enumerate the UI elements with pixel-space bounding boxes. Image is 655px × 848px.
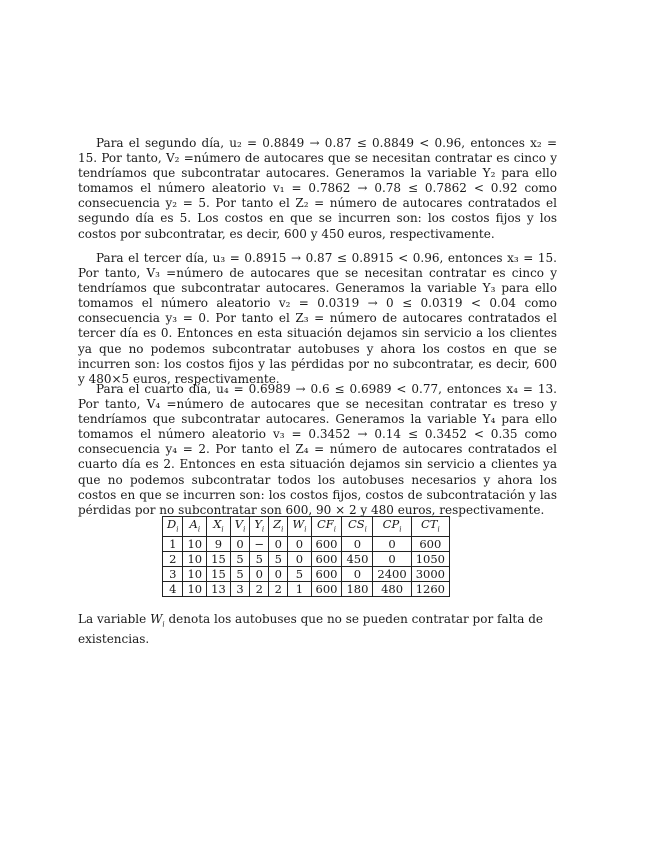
- simulation-table: [162, 516, 450, 597]
- table-cell: 0: [250, 567, 269, 582]
- header-w: $W_i$: [288, 517, 311, 537]
- header-a: $A_i$: [183, 517, 207, 537]
- table-cell: 10: [183, 582, 207, 597]
- table-cell: 3000: [411, 567, 449, 582]
- header-ct: $CT_i$: [411, 517, 449, 537]
- results-table: [162, 516, 450, 597]
- table-cell: 5: [230, 567, 250, 582]
- table-cell: 1: [163, 537, 183, 552]
- table-cell: 0: [230, 537, 250, 552]
- header-cs: $CS_i$: [342, 517, 373, 537]
- table-cell: 600: [311, 537, 342, 552]
- table-cell: 5: [250, 552, 269, 567]
- table-cell: 600: [311, 567, 342, 582]
- table-row: [163, 537, 450, 552]
- table-cell: 4: [163, 582, 183, 597]
- header-cp: $CP_i$: [373, 517, 411, 537]
- table-cell: 1: [288, 582, 311, 597]
- table-cell: 10: [183, 537, 207, 552]
- table-row: [163, 567, 450, 582]
- table-cell: 2400: [373, 567, 411, 582]
- header-d: $D_i$: [163, 517, 183, 537]
- paragraph-dia-4: Para el cuarto día, u₄ = 0.6989 → 0.6 ≤ 0.6989 < 0.77, entonces x₄ = 13. Por tanto, V₄ =número de autocares que se necesitan contratar es treso y tendríamos que subcontratar autocares. Generamos la variable Y₄ para ello tomamos el número aleatorio v₃ = 0.3452 → 0.14 ≤ 0.3452 < 0.35 como consecuencia y₄ = 2. Por tanto el Z₄ = número de autocares contratados el cuarto día es 2. Entonces en esta situación dejamos sin servicio a clientes ya que no podemos subcontratar todos los autobuses necesarios y ahora los costos en que se incurren son: los costos fijos, costos de subcontratación y las pérdidas por no subcontratar son 600, 90 × 2 y 480 euros, respectivamente.: [78, 382, 557, 517]
- table-cell: 180: [342, 582, 373, 597]
- table-cell: 5: [230, 552, 250, 567]
- table-cell: 0: [373, 552, 411, 567]
- header-cf: $CF_i$: [311, 517, 342, 537]
- table-cell: 5: [288, 567, 311, 582]
- table-cell: 480: [373, 582, 411, 597]
- table-cell: 1050: [411, 552, 449, 567]
- table-cell: 0: [342, 537, 373, 552]
- table-cell: 10: [183, 567, 207, 582]
- table-cell: 10: [183, 552, 207, 567]
- table-cell: 0: [288, 537, 311, 552]
- table-cell: 9: [207, 537, 231, 552]
- header-v: $V_i$: [230, 517, 250, 537]
- table-row: [163, 582, 450, 597]
- table-cell: 0: [342, 567, 373, 582]
- table-cell: 0: [269, 567, 288, 582]
- table-cell: 13: [207, 582, 231, 597]
- header-x: $X_i$: [207, 517, 231, 537]
- header-y: $Y_i$: [250, 517, 269, 537]
- table-cell: 600: [311, 552, 342, 567]
- table-cell: 15: [207, 567, 231, 582]
- table-cell: 3: [230, 582, 250, 597]
- table-cell: 0: [373, 537, 411, 552]
- paragraph-dia-2: Para el segundo día, u₂ = 0.8849 → 0.87 ≤ 0.8849 < 0.96, entonces x₂ = 15. Por tanto, V₂ =número de autocares que se necesitan contratar es cinco y tendríamos que subcontratar autocares. Generamos la variable Y₂ para ello tomamos el número aleatorio v₁ = 0.7862 → 0.78 ≤ 0.7862 < 0.92 como consecuencia y₂ = 5. Por tanto el Z₂ = número de autocares contratados el segundo día es 5. Los costos en que se incurren son: los costos fijos y los costos por subcontratar, es decir, 600 y 450 euros, respectivamente.: [78, 136, 557, 241]
- table-cell: 2: [250, 582, 269, 597]
- table-cell: 15: [207, 552, 231, 567]
- table-cell: −: [250, 537, 269, 552]
- table-cell: 5: [269, 552, 288, 567]
- table-cell: 600: [311, 582, 342, 597]
- table-cell: 2: [269, 582, 288, 597]
- table-cell: 3: [163, 567, 183, 582]
- table-cell: 0: [269, 537, 288, 552]
- table-cell: 450: [342, 552, 373, 567]
- table-cell: 2: [163, 552, 183, 567]
- header-z: $Z_i$: [269, 517, 288, 537]
- table-row: [163, 552, 450, 567]
- table-header-row: [163, 517, 450, 537]
- table-cell: 1260: [411, 582, 449, 597]
- table-cell: 0: [288, 552, 311, 567]
- table-note: La variable $W_i$ denota los autobuses que no se pueden contratar por falta de existencias.: [78, 612, 544, 647]
- table-cell: 600: [411, 537, 449, 552]
- paragraph-dia-3: Para el tercer día, u₃ = 0.8915 → 0.87 ≤ 0.8915 < 0.96, entonces x₃ = 15. Por tanto, V₃ =número de autocares que se necesitan contratar es cinco y tendríamos que subcontratar autocares. Generamos la variable Y₃ para ello tomamos el número aleatorio v₂ = 0.0319 → 0 ≤ 0.0319 < 0.04 como consecuencia y₃ = 0. Por tanto el Z₃ = número de autocares contratados el tercer día es 0. Entonces en esta situación dejamos sin servicio a los clientes ya que no podemos subcontratar autobuses y ahora los costos en que se incurren son: los costos fijos y las pérdidas por no subcontratar, es decir, 600 y 480×5 euros, respectivamente.: [78, 251, 557, 386]
